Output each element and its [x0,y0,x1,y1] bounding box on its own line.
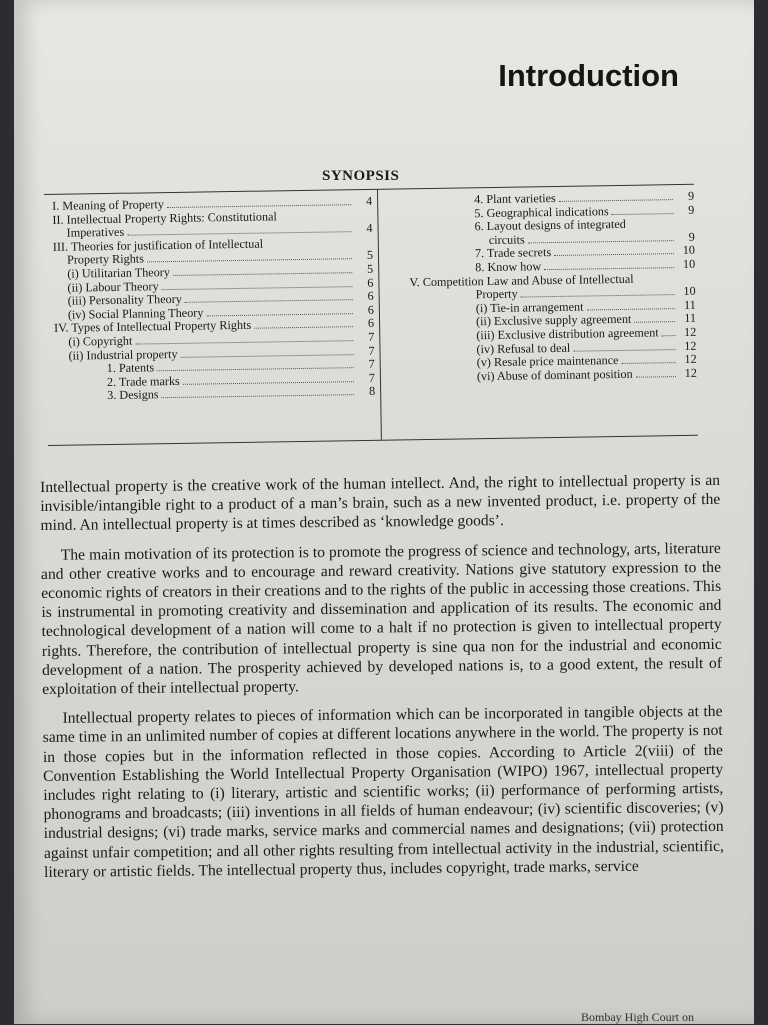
synopsis-entry-text: Property Rights [67,252,144,268]
synopsis-entry-page: 5 [355,248,373,263]
leader-dots [559,198,673,202]
synopsis-entry-text: Property [476,287,518,303]
synopsis-entry-page: 6 [355,275,373,290]
synopsis-entry-page: 6 [356,289,374,304]
synopsis-entry-page: 5 [355,262,373,277]
synopsis-entry-text: (ii) Exclusive supply agreement [476,312,632,329]
footer-fragment: Bombay High Court on [581,1010,694,1025]
leader-dots [634,320,675,323]
synopsis-entry-text: (vi) Abuse of dominant position [477,366,633,383]
synopsis-entry-text: 5. Geographical indications [474,204,609,221]
chapter-heading: Introduction [498,58,679,94]
synopsis-entry-page: 8 [357,384,375,399]
synopsis-entry-text: (iii) Exclusive distribution agreement [476,325,659,343]
leader-dots [254,326,353,330]
synopsis-right-column [382,189,697,384]
synopsis-entry-page: 12 [678,325,696,340]
synopsis-entry-page: 9 [676,189,694,204]
leader-dots [621,361,675,364]
synopsis-entry-text: 7. Trade secrets [475,245,551,261]
leader-dots [521,293,675,297]
synopsis-entry-text: 3. Designs [107,388,159,404]
synopsis-entry-text: (iv) Social Planning Theory [68,305,204,322]
synopsis-entry-text: (ii) Industrial property [68,346,177,363]
synopsis-entry-text: IV. Types of Intellectual Property Rights [54,318,251,336]
leader-dots [662,334,676,336]
synopsis-entry-text: (i) Tie-in arrangement [476,299,584,316]
synopsis-entry-page: 7 [356,330,374,345]
leader-dots [554,252,674,256]
synopsis-entry-page: 9 [677,230,695,245]
leader-dots [636,375,676,378]
synopsis-left-column [44,194,375,403]
synopsis-entry-page: 9 [676,202,694,217]
synopsis-entry-page: 10 [677,243,695,258]
synopsis-entry-page: 12 [679,352,697,367]
synopsis-entry-text: 4. Plant varieties [474,191,556,207]
synopsis-entry-page: 6 [356,303,374,318]
synopsis-entry-page: 4 [354,194,372,209]
leader-dots [162,393,355,398]
synopsis-entry-page: 7 [356,343,374,358]
synopsis-entry-page: 12 [678,338,696,353]
body-text [40,471,724,892]
leader-dots [185,298,353,303]
paragraph-2: The main motivation of its protection is to promote the progress of science and technology, arts, literature and other creative works and to encourage and reward creativity. Nations give statutory expression to the economic rights of creators in their creations and to the rights of the public in accessing those creations. This is instrumental in promoting creativity and dissemination and application of its results. The economic and technological development of a nation will come to a halt if no protection is given to intellectual property rights. Therefore, the contribution of intellectual property is sine qua non for the industrial and economic development of a nation. The prosperity achieved by developed nations is, to a good extent, the result of exploitation of their intellectual property. [41,538,723,699]
synopsis-entry-page: 12 [679,365,697,380]
synopsis-entry-text: II. Intellectual Property Rights: Constitutional [52,209,277,228]
synopsis-entry-text: 6. Layout designs of integrated [474,217,626,234]
synopsis-column-divider [377,190,382,440]
leader-dots [206,312,352,316]
leader-dots [612,212,674,215]
synopsis-entry-text: 1. Patents [107,360,155,376]
synopsis-entry-page: 11 [678,298,696,313]
leader-dots [587,307,675,310]
synopsis-entry-text: III. Theories for justification of Intellectual [53,236,263,254]
synopsis-entry-page: 4 [354,221,372,236]
synopsis-entry-page: 7 [357,357,375,372]
leader-dots [183,380,354,385]
synopsis-entry-text: 8. Know how [475,259,541,275]
synopsis-entry-text: (iv) Refusal to deal [476,340,570,356]
leader-dots [528,239,674,243]
synopsis-title: SYNOPSIS [322,168,399,185]
synopsis-entry-text: (v) Resale price maintenance [477,353,619,370]
synopsis-entry-page: 11 [678,311,696,326]
synopsis-entry-page: 7 [357,371,375,386]
synopsis-entry-text: (ii) Labour Theory [67,279,158,295]
synopsis-entry-text: V. Competition Law and Abuse of Intellectual [409,271,633,290]
synopsis-entry-text: Imperatives [67,225,125,241]
synopsis-entry-text: (i) Utilitarian Theory [67,265,170,282]
synopsis-entry-text: circuits [489,232,525,248]
synopsis-entry-page: 6 [356,316,374,331]
leader-dots [544,266,674,270]
paragraph-3: Intellectual property relates to pieces of information which can be incorporated in tangible objects at the same time in an unlimited number of copies at different locations anywhere in the world. The property is not in those copies but in the information reflected in those copies. According to Article 2(viii) of the Convention Establishing the World Intellectual Property Organisation (WIPO) 1967, intellectual property includes right relating to (i) literary, artistic and scientific works; (ii) performance of performing artists, phonograms and broadcasts; (iii) inventions in all fields of human endeavour; (iv) scientific discoveries; (v) industrial designs; (vi) trade marks, service marks and commercial names and designations; (vii) protection against unfair competition; and all other rights resulting from intellectual activity in the industrial, scientific, literary or artistic fields. The intellectual property thus, includes copyright, trade marks, service [42,702,724,882]
synopsis-entry-text: (i) Copyright [68,334,132,350]
synopsis-entry-text: 2. Trade marks [107,374,180,390]
synopsis-entry-page: 10 [677,257,695,272]
paragraph-1: Intellectual property is the creative work of the human intellect. And, the right to intellectual property is an invisible/intangible right to a product of a man’s brain, such as a new invented product, i.e. property of the mind. An intellectual property is at times described as ‘knowledge goods’. [40,471,721,536]
leader-dots [573,348,675,352]
synopsis-table [44,184,698,446]
synopsis-entry-page: 10 [677,284,695,299]
synopsis-entry-text: (iii) Personality Theory [68,292,182,309]
synopsis-entry-text: I. Meaning of Property [52,197,164,214]
book-page [14,0,754,1024]
